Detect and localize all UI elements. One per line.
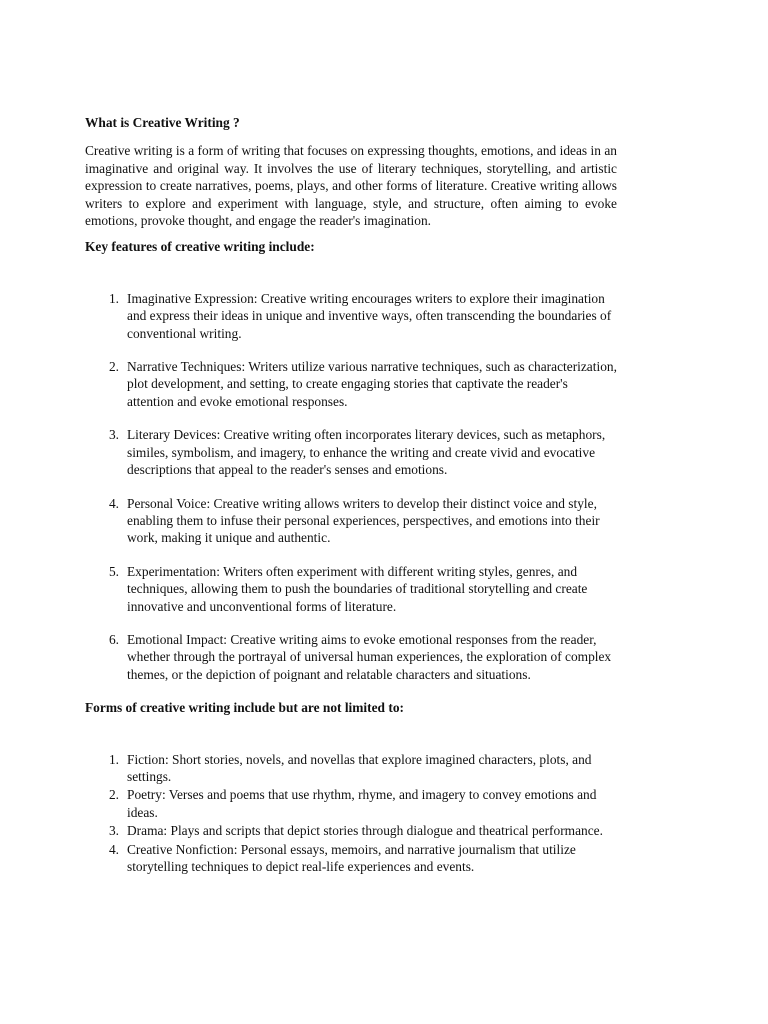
list-item-text: Creative Nonfiction: Personal essays, memoirs, and narrative journalism that utilize storytelling techniques to depict real-life experiences and events. (127, 841, 576, 874)
list-item-text: Literary Devices: Creative writing often incorporates literary devices, such as metaphors, similes, symbolism, and imagery, to enhance the writing and create vivid and evocative descriptions that appeal to the reader's senses and emotions. (127, 427, 606, 478)
list-item-text: Fiction: Short stories, novels, and novellas that explore imagined characters, plots, and settings. (127, 751, 592, 784)
list-item-number: 6. (108, 631, 119, 647)
list-item-text: Personal Voice: Creative writing allows writers to develop their distinct voice and style, enabling them to infuse their personal experiences, perspectives, and emotions into their work, making it unique and authentic. (127, 495, 600, 546)
features-list (85, 290, 617, 683)
list-item (85, 426, 617, 478)
list-item (85, 290, 617, 342)
list-item-number: 3. (108, 823, 119, 839)
list-item (85, 786, 617, 821)
list-item-text: Emotional Impact: Creative writing aims to evoke emotional responses from the reader, whether through the portrayal of universal human experiences, the exploration of complex themes, or the depiction of poignant and relatable characters and situations. (127, 631, 612, 682)
list-item-number: 4. (108, 495, 119, 511)
list-item (85, 841, 617, 876)
list-item-number: 5. (108, 563, 119, 579)
features-heading: Key features of creative writing include: (85, 239, 315, 255)
list-item (85, 631, 617, 683)
list-item-text: Poetry: Verses and poems that use rhythm, rhyme, and imagery to convey emotions and ideas. (127, 787, 597, 820)
list-item (85, 495, 617, 547)
document-title: What is Creative Writing ? (85, 115, 240, 130)
forms-list (85, 751, 617, 876)
list-item-number: 2. (108, 359, 119, 375)
list-item-number: 1. (108, 290, 119, 306)
document-content (85, 114, 617, 876)
list-item-number: 4. (108, 841, 119, 857)
list-item (85, 751, 617, 786)
list-item-text: Drama: Plays and scripts that depict stories through dialogue and theatrical performance. (127, 823, 603, 839)
list-item-text: Imaginative Expression: Creative writing encourages writers to explore their imagination and express their ideas in unique and inventive ways, often transcending the boundaries of conventional writing. (127, 290, 612, 341)
list-item-number: 3. (108, 427, 119, 443)
list-item-text: Narrative Techniques: Writers utilize various narrative techniques, such as characterization, plot development, and setting, to create engaging stories that captivate the reader's attention and evoke emotional responses. (127, 359, 617, 409)
list-item (85, 358, 617, 410)
list-item-text: Experimentation: Writers often experiment with different writing styles, genres, and techniques, allowing them to push the boundaries of traditional storytelling and create innovative and unconventional forms of literature. (127, 563, 588, 614)
list-item-number: 1. (108, 751, 119, 767)
intro-paragraph: Creative writing is a form of writing that focuses on expressing thoughts, emotions, and ideas in an imaginative and original way. It involves the use of literary techniques, storytelling, and artistic expression to create narratives, poems, plays, and other forms of literature. Creative writing allows writers to explore and experiment with language, style, and structure, often aiming to evoke emotions, provoke thought, and engage the reader's imagination. (85, 143, 617, 229)
list-item-number: 2. (108, 787, 119, 803)
forms-heading: Forms of creative writing include but are not limited to: (85, 700, 404, 716)
list-item (85, 822, 617, 839)
list-item (85, 563, 617, 615)
